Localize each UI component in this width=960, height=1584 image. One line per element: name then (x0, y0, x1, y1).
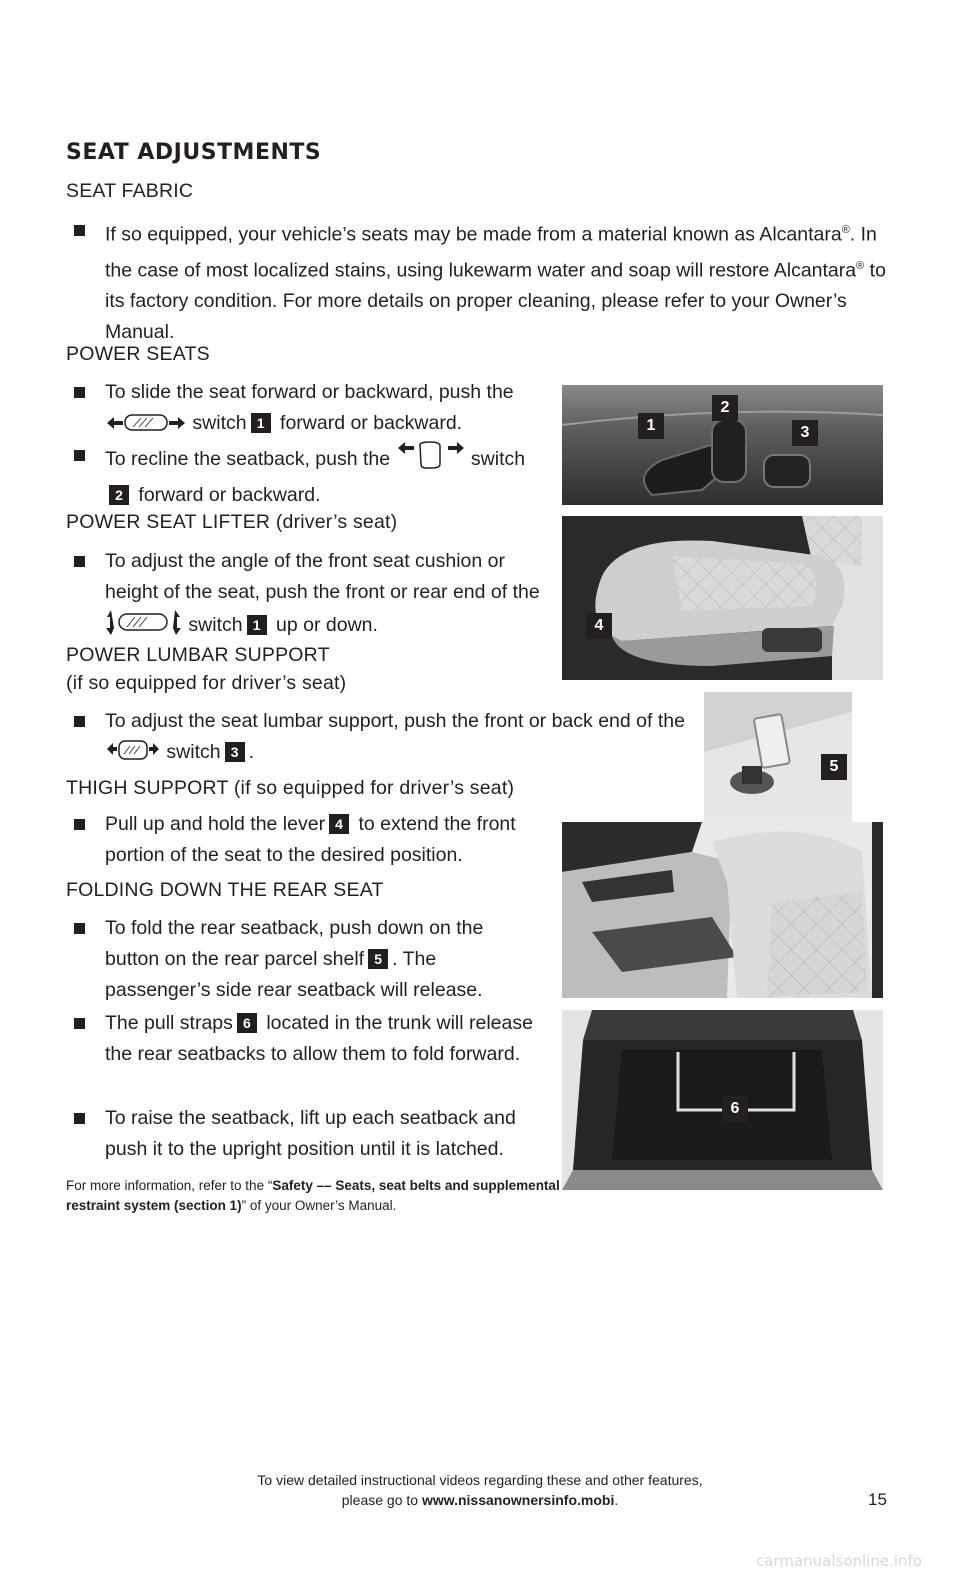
heading-power-seats: POWER SEATS (66, 343, 210, 365)
photo-rear-seat-folded (562, 822, 883, 998)
callout-badge: 4 (329, 814, 349, 834)
square-bullet-icon (74, 1113, 85, 1124)
page-title: SEAT ADJUSTMENTS (66, 140, 322, 165)
photo-trunk-pull-straps (562, 1010, 883, 1190)
footer-note: To view detailed instructional videos regarding these and other features, please go to www.nissanownersinfo.mobi. (257, 1472, 703, 1508)
reference-note: For more information, refer to the “Safety –– Seats, seat belts and supplemental restraint system (section 1)” of your Owner’s Manual. (66, 1178, 560, 1213)
square-bullet-icon (74, 819, 85, 830)
photo-seat-cushion (562, 516, 883, 680)
square-bullet-icon (74, 556, 85, 567)
bullet-fold-button: To fold the rear seatback, push down on the button on the rear parcel shelf 5 . The passenger’s side rear seatback will release. (74, 913, 535, 1006)
bullet-lifter: To adjust the angle of the front seat cushion or height of the seat, push the front or rear end of the switch 1 up or down. (74, 546, 545, 646)
bullet-slide: To slide the seat forward or backward, push the switch 1 forward or backward. (74, 377, 545, 444)
lumbar-switch-icon (105, 737, 161, 773)
photo-callout-4: 4 (586, 613, 612, 639)
callout-badge: 1 (251, 413, 271, 433)
heading-folding: FOLDING DOWN THE REAR SEAT (66, 879, 384, 901)
heading-thigh: THIGH SUPPORT (if so equipped for driver’s seat) (66, 777, 515, 799)
photo-callout-1: 1 (638, 413, 664, 439)
bullet-raise-seatback: To raise the seatback, lift up each seatback and push it to the upright position until it is latched. (74, 1103, 545, 1165)
bullet-recline: To recline the seatback, push the switch 2 forward or backward. (74, 440, 545, 511)
square-bullet-icon (74, 450, 85, 461)
callout-badge: 3 (225, 742, 245, 762)
watermark: carmanualsonline.info (756, 1552, 922, 1570)
photo-callout-2: 2 (712, 395, 738, 421)
bullet-pull-straps: The pull straps 6 located in the trunk will release the rear seatbacks to allow them to fold forward. (74, 1008, 535, 1070)
website-link[interactable]: www.nissanownersinfo.mobi (421, 1492, 615, 1508)
callout-badge: 1 (247, 615, 267, 635)
square-bullet-icon (74, 225, 85, 236)
square-bullet-icon (74, 387, 85, 398)
callout-badge: 6 (237, 1013, 257, 1033)
bullet-lumbar: To adjust the seat lumbar support, push the front or back end of the switch 3 . (74, 706, 695, 773)
callout-badge: 2 (109, 485, 129, 505)
bullet-seat-fabric: If so equipped, your vehicle’s seats may be made from a material known as Alcantara®. In the case of most localized stains, using lukewarm water and soap will restore Alcantara® to its factory condition. For more details on proper cleaning, please refer to your Owner’s Manual. (74, 215, 897, 348)
seat-recline-switch-icon (396, 440, 466, 480)
photo-parcel-shelf-button (704, 692, 852, 826)
callout-badge: 5 (368, 949, 388, 969)
photo-callout-3: 3 (792, 420, 818, 446)
square-bullet-icon (74, 716, 85, 727)
heading-seat-lifter: POWER SEAT LIFTER (driver’s seat) (66, 511, 398, 533)
photo-seat-switches (562, 385, 883, 505)
square-bullet-icon (74, 1018, 85, 1029)
bullet-thigh: Pull up and hold the lever 4 to extend the front portion of the seat to the desired position. (74, 809, 555, 871)
seat-lifter-switch-icon (105, 608, 183, 646)
page-number: 15 (868, 1490, 887, 1509)
subheading-lumbar: (if so equipped for driver’s seat) (66, 672, 347, 694)
heading-lumbar: POWER LUMBAR SUPPORT (66, 644, 330, 666)
photo-callout-5: 5 (821, 754, 847, 780)
heading-seat-fabric: SEAT FABRIC (66, 180, 194, 202)
photo-callout-6: 6 (722, 1096, 748, 1122)
square-bullet-icon (74, 923, 85, 934)
